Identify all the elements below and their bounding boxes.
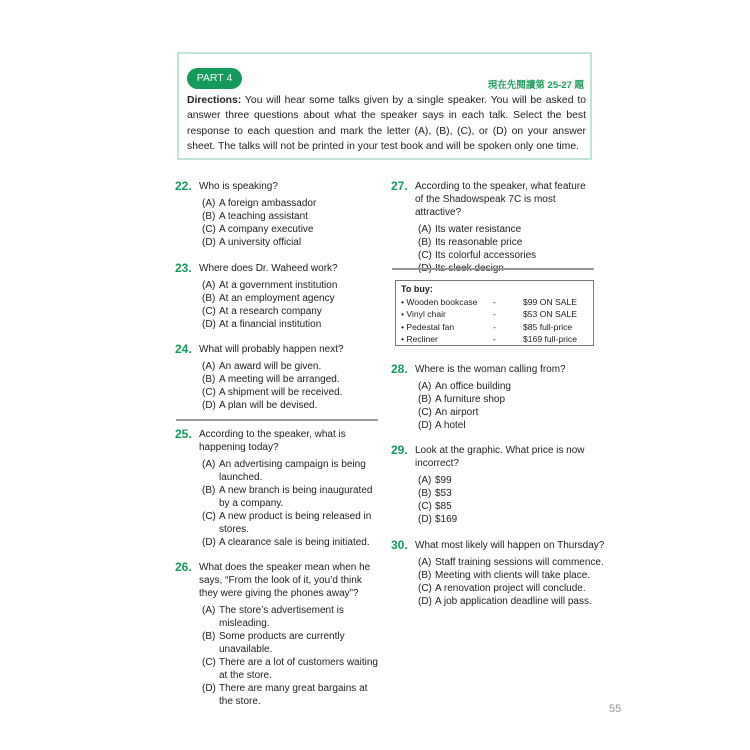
question-24 [175, 343, 380, 412]
option-a: (A) An award will be given. [202, 361, 322, 372]
option-c: (C) A company executive [202, 224, 314, 235]
question-text: What will probably happen next? [199, 344, 344, 355]
question-text: Where is the woman calling from? [415, 364, 566, 375]
section-divider [392, 268, 594, 270]
question-30 [391, 539, 606, 608]
to-buy-row: • Recliner - $169 full-price [401, 334, 577, 344]
question-23 [175, 262, 380, 331]
option-a: (A) An advertising campaign is being launched. [202, 459, 366, 483]
page-number: 55 [609, 703, 622, 715]
option-d: (D) A clearance sale is being initiated. [202, 537, 370, 548]
directions-label: Directions: [187, 95, 242, 106]
option-a: (A) Its water resistance [418, 224, 522, 235]
question-27 [391, 180, 596, 275]
option-b: (B) Some products are currently unavailable. [202, 631, 345, 655]
question-text: What most likely will happen on Thursday? [415, 540, 605, 551]
question-number: 30. [391, 538, 408, 552]
option-b: (B) Meeting with clients will take place. [418, 570, 591, 581]
option-a: (A) The store’s advertisement is misleading. [202, 605, 344, 629]
question-number: 27. [391, 179, 408, 193]
question-text: What does the speaker mean when he says, “From the look of it, you’d think they were giving the phones away”? [199, 562, 371, 599]
option-b: (B) $53 [418, 488, 452, 499]
option-b: (B) A furniture shop [418, 394, 506, 405]
option-d: (D) There are many great bargains at the store. [202, 683, 368, 707]
option-d: (D) $169 [418, 514, 458, 525]
to-buy-row: • Vinyl chair - $53 ON SALE [401, 309, 577, 319]
question-number: 23. [175, 261, 192, 275]
option-c: (C) Its colorful accessories [418, 250, 537, 261]
option-c: (C) A new product is being released in stores. [202, 511, 372, 535]
directions-body: You will hear some talks given by a single speaker. You will be asked to answer three questions about what the speaker says in each talk. Select the best response to each question and mark the letter (A), (B), (C), or (D) on your answer sheet. The talks will not be printed in your test book and will be spoken only one time. [187, 95, 586, 152]
option-b: (B) At an employment agency [202, 293, 335, 304]
option-c: (C) There are a lot of customers waiting at the store. [202, 657, 378, 681]
question-number: 29. [391, 443, 408, 457]
option-a: (A) At a government institution [202, 280, 338, 291]
directions-text [187, 93, 586, 154]
option-c: (C) At a research company [202, 306, 322, 317]
question-text: Where does Dr. Waheed work? [199, 263, 338, 274]
option-a: (A) An office building [418, 381, 511, 392]
question-number: 24. [175, 342, 192, 356]
question-text: According to the speaker, what feature of the Shadowspeak 7C is most attractive? [415, 181, 586, 218]
question-26 [175, 561, 383, 708]
part-badge: PART 4 [187, 68, 242, 89]
question-number: 26. [175, 560, 192, 574]
option-c: (C) $85 [418, 501, 452, 512]
question-22 [175, 180, 380, 249]
option-a: (A) $99 [418, 475, 452, 486]
to-buy-row: • Wooden bookcase - $99 ON SALE [401, 296, 577, 307]
option-a: (A) A foreign ambassador [202, 198, 317, 209]
option-c: (C) A renovation project will conclude. [418, 583, 586, 594]
to-buy-row: • Pedestal fan - $85 full-price [401, 321, 573, 332]
question-number: 25. [175, 427, 192, 441]
question-28 [391, 363, 596, 432]
option-a: (A) Staff training sessions will commence. [418, 557, 604, 568]
option-b: (B) A new branch is being inaugurated by a company. [202, 485, 373, 509]
question-number: 28. [391, 362, 408, 376]
directions-box [177, 52, 592, 160]
question-29 [391, 444, 591, 526]
question-text: According to the speaker, what is happening today? [199, 429, 346, 453]
option-c: (C) An airport [418, 407, 479, 418]
option-b: (B) Its reasonable price [418, 237, 523, 248]
option-d: (D) A plan will be devised. [202, 400, 318, 411]
option-d: (D) A university official [202, 237, 302, 248]
option-d: (D) At a financial institution [202, 319, 322, 330]
option-d: (D) A hotel [418, 420, 466, 431]
question-25 [175, 428, 380, 549]
question-number: 22. [175, 179, 192, 193]
option-c: (C) A shipment will be received. [202, 387, 343, 398]
question-text: Look at the graphic. What price is now incorrect? [415, 445, 585, 469]
to-buy-graphic [395, 280, 594, 346]
option-d: (D) A job application deadline will pass. [418, 596, 592, 607]
reading-note: 現在先閱讀第 25-27 題 [487, 80, 584, 91]
to-buy-title: To buy: [401, 284, 433, 294]
section-divider [176, 419, 378, 421]
question-text: Who is speaking? [199, 181, 278, 192]
option-b: (B) A meeting will be arranged. [202, 374, 340, 385]
option-b: (B) A teaching assistant [202, 211, 308, 222]
